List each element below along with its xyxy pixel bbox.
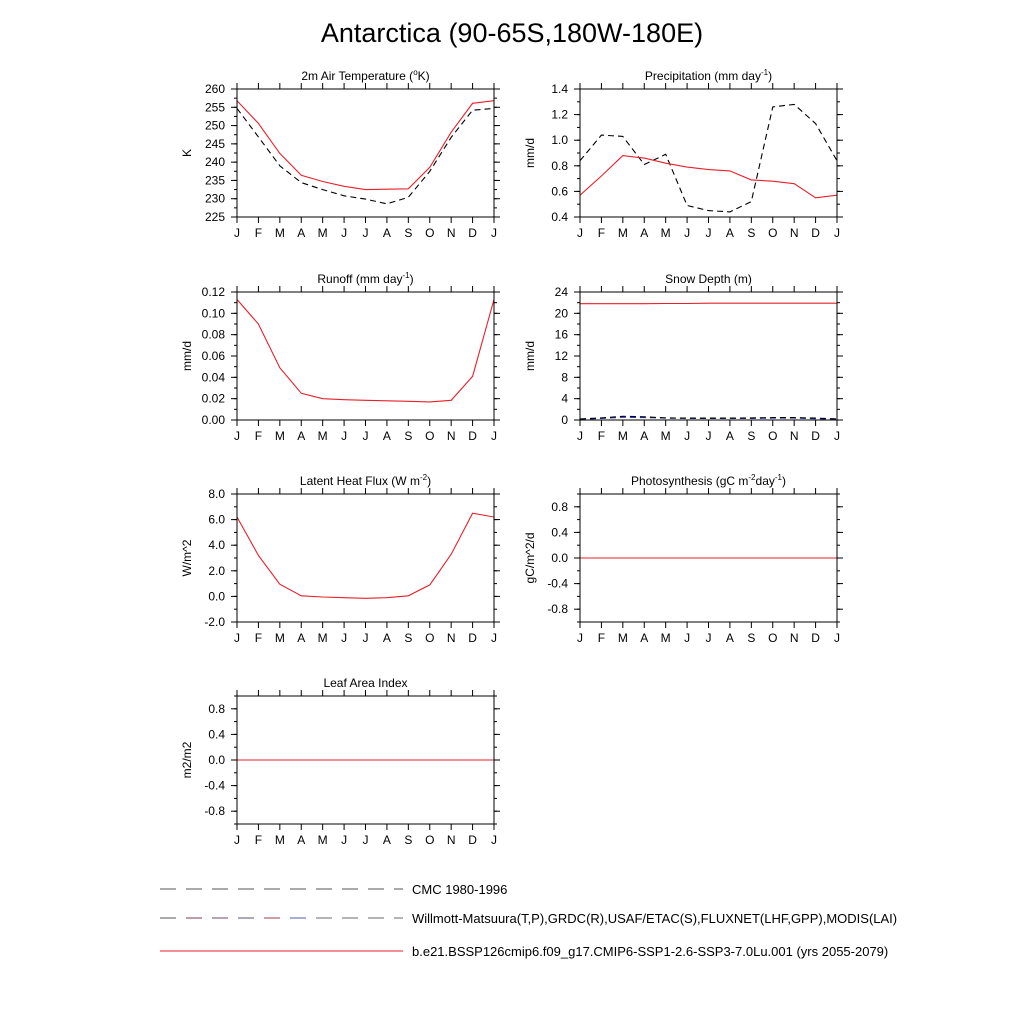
x-tick-label: J: [684, 429, 691, 443]
x-tick-label: J: [577, 226, 583, 240]
y-tick-label: 0.02: [201, 391, 225, 406]
x-tick-label: S: [404, 631, 413, 645]
y-axis-label: K: [180, 148, 194, 158]
legend-item: [160, 882, 507, 897]
plot-frame: [237, 494, 494, 622]
x-tick-label: J: [234, 226, 240, 240]
x-tick-label: M: [274, 429, 285, 443]
legend-label: b.e21.BSSP126cmip6.f09_g17.CMIP6-SSP1-2.6-SSP3-7.0Lu.001 (yrs 2055-2079): [412, 944, 889, 959]
panel-title: Runoff (mm day$^{-1}$): [317, 271, 414, 286]
legend: [160, 882, 897, 959]
series-line-model: [237, 513, 494, 598]
y-tick-label: 4.0: [208, 538, 225, 553]
x-tick-label: O: [425, 429, 435, 443]
panel-7: [180, 676, 500, 847]
x-tick-label: M: [317, 833, 328, 847]
x-tick-label: J: [362, 429, 369, 443]
y-tick-label: 0.8: [551, 499, 568, 514]
x-tick-label: J: [234, 833, 240, 847]
x-tick-label: M: [274, 833, 285, 847]
x-tick-label: F: [597, 226, 606, 240]
x-tick-label: J: [684, 631, 691, 645]
y-tick-label: 24: [554, 285, 568, 299]
x-tick-label: M: [660, 226, 671, 240]
x-tick-label: D: [811, 226, 820, 240]
x-tick-label: O: [425, 226, 435, 240]
x-tick-label: D: [811, 429, 820, 443]
y-tick-label: 225: [204, 210, 225, 224]
panel-title: 2m Air Temperature ($^o$K): [301, 68, 430, 83]
series-line-model: [580, 303, 837, 304]
panel-5: [180, 473, 500, 645]
x-tick-label: M: [274, 631, 285, 645]
y-tick-label: -2.0: [204, 615, 225, 629]
x-tick-label: A: [382, 631, 391, 645]
x-tick-label: F: [597, 631, 606, 645]
y-tick-label: 8: [561, 370, 568, 385]
x-tick-label: M: [274, 226, 285, 240]
x-tick-label: D: [811, 631, 820, 645]
x-tick-label: F: [597, 429, 606, 443]
series-line-obs1: [580, 416, 837, 419]
y-tick-label: 6.0: [208, 512, 225, 527]
x-tick-label: S: [404, 429, 413, 443]
x-tick-label: A: [382, 226, 391, 240]
x-tick-label: D: [468, 429, 477, 443]
legend-label: CMC 1980-1996: [412, 882, 508, 897]
y-axis-label: mm/d: [180, 341, 194, 371]
x-tick-label: O: [768, 429, 778, 443]
x-tick-label: N: [446, 833, 456, 847]
x-tick-label: J: [705, 226, 712, 240]
x-tick-label: J: [362, 631, 369, 645]
x-tick-label: O: [768, 226, 778, 240]
x-tick-label: N: [789, 631, 799, 645]
x-tick-label: A: [725, 429, 734, 443]
legend-item: [160, 944, 888, 959]
panel-1: [180, 68, 500, 240]
x-tick-label: O: [768, 631, 778, 645]
x-tick-label: J: [362, 226, 369, 240]
x-tick-label: A: [640, 631, 649, 645]
series-line-obs1: [580, 104, 837, 211]
x-tick-label: J: [577, 429, 583, 443]
plot-frame: [580, 292, 837, 420]
x-tick-label: J: [834, 429, 840, 443]
x-tick-label: N: [446, 429, 456, 443]
panel-6: [523, 473, 843, 645]
x-tick-label: M: [617, 429, 628, 443]
x-tick-label: D: [468, 631, 477, 645]
x-tick-label: N: [789, 429, 799, 443]
x-tick-label: A: [297, 631, 306, 645]
x-tick-label: M: [660, 631, 671, 645]
x-tick-label: J: [341, 226, 348, 240]
y-axis-label: mm/d: [523, 138, 537, 168]
y-tick-label: 0.4: [551, 210, 568, 224]
y-tick-label: 0.6: [551, 184, 568, 199]
x-tick-label: N: [446, 226, 456, 240]
y-tick-label: 0.10: [201, 306, 225, 321]
x-tick-label: S: [747, 226, 756, 240]
x-tick-label: J: [491, 631, 497, 645]
y-tick-label: -0.8: [204, 804, 225, 819]
figure-title: Antarctica (90-65S,180W-180E): [320, 18, 704, 48]
x-tick-label: A: [297, 429, 306, 443]
y-tick-label: 0.4: [551, 525, 568, 540]
x-tick-label: F: [254, 833, 263, 847]
x-tick-label: M: [317, 226, 328, 240]
x-tick-label: S: [747, 631, 756, 645]
y-tick-label: 0.0: [551, 551, 568, 565]
y-tick-label: 0.06: [201, 349, 225, 363]
x-tick-label: N: [789, 226, 799, 240]
x-tick-label: J: [491, 833, 497, 847]
y-tick-label: 255: [204, 100, 225, 115]
panel-title: Leaf Area Index: [323, 676, 408, 690]
y-tick-label: 0.08: [201, 327, 225, 342]
y-tick-label: 1.2: [551, 107, 568, 122]
y-tick-label: 0: [561, 413, 568, 427]
y-tick-label: -0.4: [204, 778, 225, 793]
x-tick-label: J: [491, 429, 497, 443]
x-tick-label: A: [382, 833, 391, 847]
y-tick-label: 8.0: [208, 487, 225, 501]
panel-title: Precipitation (mm day$^{-1}$): [644, 68, 773, 83]
x-tick-label: A: [725, 631, 734, 645]
y-tick-label: 0.8: [208, 701, 225, 716]
y-tick-label: 12: [554, 349, 568, 363]
panel-3: [180, 271, 500, 443]
y-tick-label: 0.04: [201, 370, 225, 385]
x-tick-label: F: [254, 631, 263, 645]
x-tick-label: J: [834, 226, 840, 240]
series-line-model: [580, 156, 837, 198]
y-tick-label: 1.4: [551, 82, 568, 96]
panel-4: [523, 272, 843, 443]
x-tick-label: N: [446, 631, 456, 645]
y-tick-label: 2.0: [208, 563, 225, 578]
series-line-obs2: [580, 417, 837, 419]
x-tick-label: D: [468, 226, 477, 240]
y-tick-label: -0.8: [547, 602, 568, 617]
y-tick-label: 250: [204, 118, 225, 133]
x-tick-label: O: [425, 631, 435, 645]
y-tick-label: 1.0: [551, 133, 568, 148]
y-axis-label: mm/d: [523, 341, 537, 371]
x-tick-label: J: [577, 631, 583, 645]
y-tick-label: 0.00: [201, 413, 225, 427]
x-tick-label: J: [234, 429, 240, 443]
x-tick-label: F: [254, 226, 263, 240]
x-tick-label: S: [404, 226, 413, 240]
y-tick-label: 230: [204, 191, 225, 206]
x-tick-label: J: [684, 226, 691, 240]
x-tick-label: J: [491, 226, 497, 240]
y-tick-label: 0.0: [208, 753, 225, 767]
x-tick-label: J: [341, 429, 348, 443]
panel-2: [523, 68, 843, 240]
panel-title: Latent Heat Flux (W $m^{-2}$): [299, 473, 432, 488]
x-tick-label: J: [341, 631, 348, 645]
x-tick-label: M: [617, 631, 628, 645]
x-tick-label: J: [705, 429, 712, 443]
y-tick-label: 16: [554, 327, 568, 342]
y-axis-label: W/m^2: [180, 539, 194, 577]
x-tick-label: J: [234, 631, 240, 645]
x-tick-label: A: [725, 226, 734, 240]
series-line-model: [237, 300, 494, 402]
y-tick-label: 240: [204, 155, 225, 170]
x-tick-label: S: [747, 429, 756, 443]
y-tick-label: 20: [554, 306, 568, 321]
x-tick-label: M: [617, 226, 628, 240]
y-tick-label: 0.4: [208, 727, 225, 742]
x-tick-label: A: [297, 833, 306, 847]
x-tick-label: M: [317, 631, 328, 645]
x-tick-label: A: [640, 226, 649, 240]
legend-item: [160, 911, 897, 926]
panel-title: Photosynthesis (gC $m^{-2}day^{-1}$): [631, 473, 786, 488]
series-line-model: [237, 101, 494, 190]
x-tick-label: M: [660, 429, 671, 443]
panel-title: Snow Depth (m): [665, 272, 752, 286]
x-tick-label: D: [468, 833, 477, 847]
x-tick-label: A: [382, 429, 391, 443]
y-tick-label: 260: [204, 82, 225, 96]
y-tick-label: 0.12: [201, 285, 225, 299]
x-tick-label: A: [297, 226, 306, 240]
x-tick-label: J: [362, 833, 369, 847]
y-tick-label: 235: [204, 173, 225, 188]
y-tick-label: 245: [204, 136, 225, 151]
y-tick-label: -0.4: [547, 576, 568, 591]
x-tick-label: F: [254, 429, 263, 443]
x-tick-label: O: [425, 833, 435, 847]
y-tick-label: 4: [561, 391, 568, 406]
y-axis-label: gC/m^2/d: [523, 532, 537, 584]
y-axis-label: m2/m2: [180, 741, 194, 779]
legend-label: Willmott-Matsuura(T,P),GRDC(R),USAF/ETAC(S),FLUXNET(LHF,GPP),MODIS(LAI): [412, 911, 898, 926]
x-tick-label: J: [705, 631, 712, 645]
x-tick-label: A: [640, 429, 649, 443]
x-tick-label: S: [404, 833, 413, 847]
y-tick-label: 0.0: [208, 589, 225, 604]
x-tick-label: J: [834, 631, 840, 645]
y-tick-label: 0.8: [551, 158, 568, 173]
plot-frame: [237, 89, 494, 217]
x-tick-label: M: [317, 429, 328, 443]
x-tick-label: J: [341, 833, 348, 847]
